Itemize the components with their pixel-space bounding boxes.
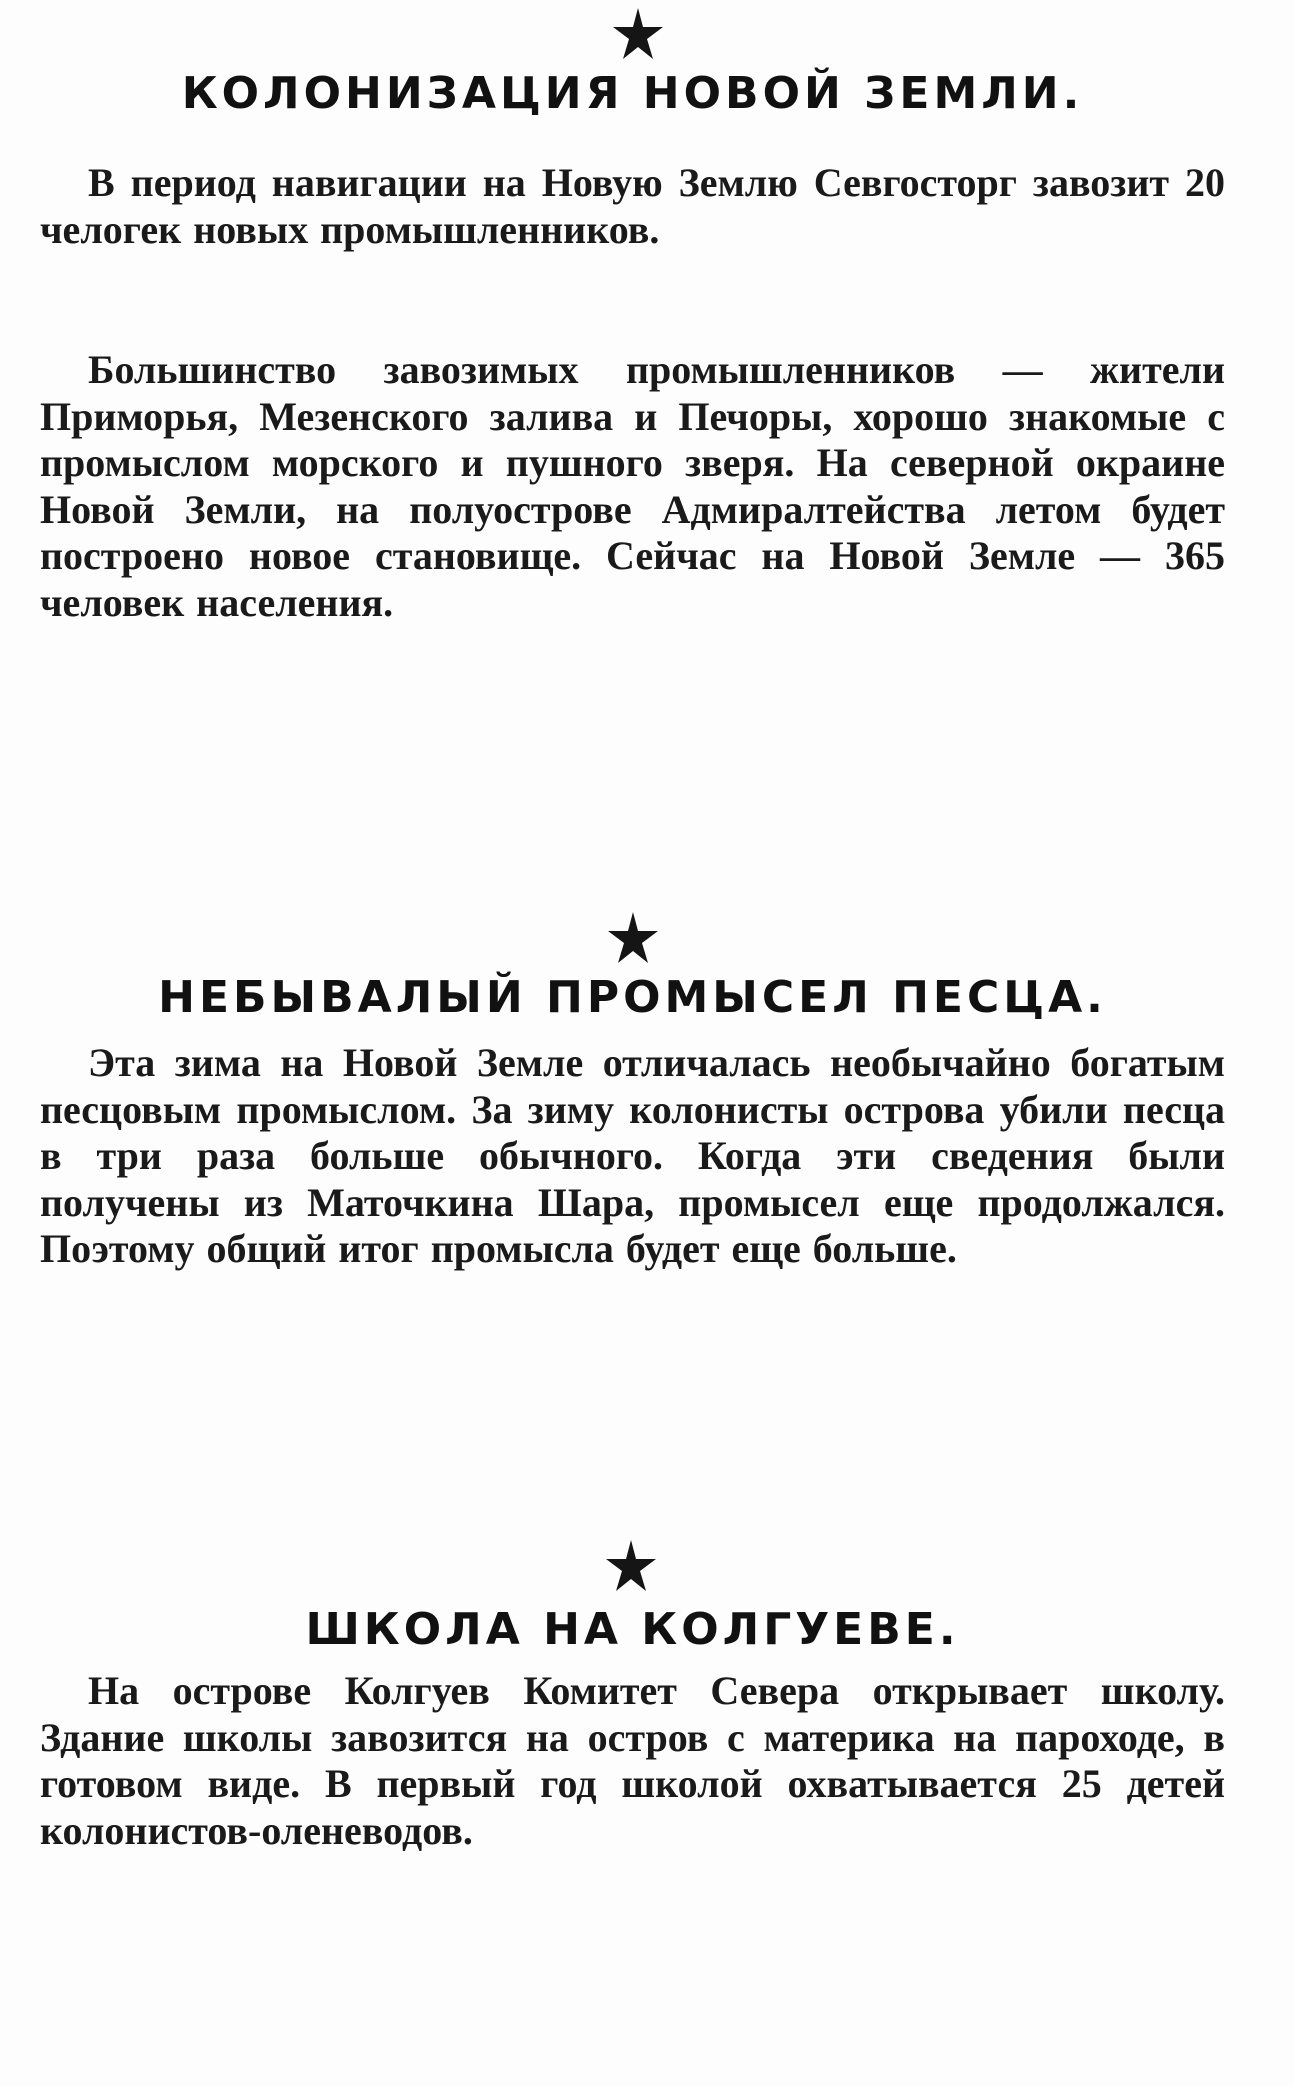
article-paragraph: В период навигации на Новую Землю Севгосторг завозит 20 челогек новых промышленников. xyxy=(40,160,1225,252)
article-headline: ШКОЛА НА КОЛГУЕВЕ. xyxy=(305,1604,960,1655)
star-icon xyxy=(603,1538,659,1594)
star-icon xyxy=(610,6,666,62)
article-paragraph: Эта зима на Новой Земле отличалась необычайно богатым песцовым промыслом. За зиму колонисты острова убили песца в три раза больше обычного. Когда эти сведения были получены из Маточкина Шара, промысел еще продолжался. Поэтому общий итог промысла будет еще больше. xyxy=(40,1040,1225,1272)
article-headline: КОЛОНИЗАЦИЯ НОВОЙ ЗЕМЛИ. xyxy=(181,68,1084,119)
article-paragraph: Большинство завозимых промышленников — жители Приморья, Мезенского залива и Печоры, хорошо знакомые с промыслом морского и пушного зверя. На северной окраине Новой Земли, на полуострове Адмиралтейства летом будет построено новое становище. Сейчас на Новой Земле — 365 человек населения. xyxy=(40,347,1225,625)
article-paragraph: На острове Колгуев Комитет Севера открывает школу. Здание школы завозится на остров с материка на пароходе, в готовом виде. В первый год школой охватывается 25 детей колонистов-оленеводов. xyxy=(40,1668,1225,1853)
star-icon xyxy=(605,910,661,966)
article-headline: НЕБЫВАЛЫЙ ПРОМЫСЕЛ ПЕСЦА. xyxy=(158,972,1107,1023)
